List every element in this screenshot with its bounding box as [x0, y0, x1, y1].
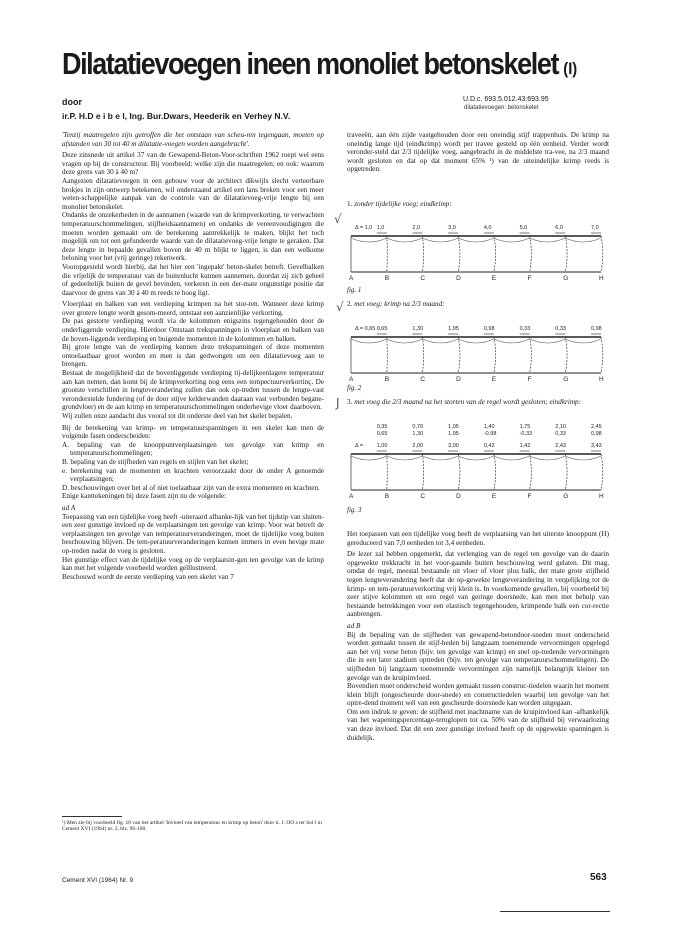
displacement-value: 2,43 [555, 443, 567, 449]
margin-mark: √ [336, 300, 344, 314]
displacement-value: 7,0 [591, 225, 599, 231]
paragraph: Bij de bepaling van de stijfheden van gewapend-betondoor-sneden moet onderscheid worden gemaakt tussen de stijf-heden bij langzaam toenemende vervormingen opgelegd aan het vrij verse beton (bijv. ten gevolge van krimp) en snel op-tredende vervormingen die in een later stadium optreden (bijv. ten gevolge van temperatuurschommelingen). De stijfheden bij langzaam toenemende vervormingen zijn namelijk belangrijk kleiner ten gevolge van de kruipinvloed. [347, 630, 609, 682]
paragraph: Wij zullen onze aandacht dus vooral tot dit onderste deel van het skelet bepalen. [62, 412, 293, 420]
node-label: B [384, 275, 390, 282]
list-item: D. beschouwingen over het al of niet toelaatbaar zijn van de extra momenten en krachten. [62, 483, 320, 492]
top-value: 0,70 [412, 424, 424, 430]
delta-label: Δ = [355, 443, 364, 449]
fig1-diagram [345, 212, 607, 284]
node-label: D [456, 376, 461, 383]
fig2-diagram [345, 313, 607, 383]
displacement-value: 0,65 [376, 326, 388, 332]
left-column [62, 131, 324, 581]
fig1-label: fig. 1 [347, 286, 362, 294]
footnote: ¹) Men zie bij voorbeeld fig. 10 van het artikel 'Invloed van temperatuur en krimp op beton' door ir. J. OO s ter hol l in Cement XVI (1964) nr. 2, blz. 96-100. [62, 820, 322, 833]
displacement-value: 1,30 [412, 326, 424, 332]
title-part: (I) [563, 59, 578, 78]
column-line [601, 337, 603, 373]
deformed-beam [351, 456, 601, 460]
paragraph: traveeën, aan één zijde vastgehouden door een oneindig stijf trappenhuis. De krimp na oneindig lange tijd (eindkrimp) wordt per travee gesteld op één eenheid. Verder wordt veronder-steld dat 2/3 tijdelijke voeg, aangebracht in de middelste tra-vee, na 2/3 maand wordt gesloten en dat op dat moment 65% ¹) van de uiteindelijke krimp reeds is opgetreden: [347, 131, 609, 174]
column-line [530, 236, 532, 272]
list-item: A. bepaling van de knooppuntverplaatsingen ten gevolge van krimp en temperatuurschommelingen; [62, 440, 324, 458]
deformed-beam [351, 339, 601, 343]
node-label: B [384, 376, 390, 383]
column-line [494, 454, 496, 490]
displacement-value: 1,00 [376, 443, 388, 449]
displacement-value: 0,98 [591, 326, 602, 332]
article-title [62, 46, 578, 82]
fig3-caption: 3. met voeg die 2/3 maand na het storten van de regel wordt gesloten; eindkrimp: [347, 398, 582, 406]
node-label: D [456, 493, 461, 500]
node-label: H [599, 493, 604, 500]
paragraph: De lezer zal hebben opgemerkt, dat verlenging van de regel ten gevolge van de daarin opgewekte trekkracht in het voor-gaande buiten beschouwing werd gelaten. Dit mag, omdat de regel, meestal bestaande uit vloer of vloer plus balk, der mate grote stijfheid tegen lengteverandering heeft dat de op-gewekte lengteverandering in vergelijking tot de krimp- en tem-peratuurverkorting vrij klein is. In voorkomende gevallen, bij voorbeeld bij zeer stijve kolommen en een regel van geringe doorsnede, kan men met behulp van bestaande betrekkingen voor een elastisch tegengehouden, krimpende balk een cor-rectie aanbrengen. [347, 550, 609, 619]
displacement-value: 1,95 [448, 326, 459, 332]
node-label: H [599, 275, 604, 282]
mid-value: -0,98 [483, 431, 497, 437]
column-line [530, 337, 532, 373]
top-value: 2,10 [555, 424, 567, 430]
list-item: e. berekening van de momenten en krachten veroorzaakt door de onder A genoemde verplaatsingen; [62, 466, 324, 484]
column-line [458, 454, 460, 490]
udc-topics: dilatatievoegen: betonskelet [464, 105, 539, 111]
fig3-diagram [345, 420, 607, 504]
column-line [601, 454, 603, 490]
authors: ir.P. H.D e i b e l, Ing. Bur.Dwars, Heederik en Verhey N.V. [62, 111, 291, 121]
paragraph: Bij de berekening van krimp- en temperatuurspanningen in een skelet kan men de volgende fasen onderscheiden: [62, 423, 324, 441]
column-line [458, 337, 460, 373]
displacement-value: 2,00 [412, 443, 424, 449]
column-line [601, 236, 603, 272]
node-label: E [491, 376, 497, 383]
paragraph: Toepassing van een tijdelijke voeg heeft -uiteraard afhanke-lijk van het tijdstip van sluiten-een zeer gunstige invloed op de verplaatsingen ten gevolge van krimp. Voor wat betreft de verplaatsingen ten gevolge van temperatuurveranderingen, moet de tijdelijke voeg buiten beschouwing blijven. De tem-peratuurveranderingen kunnen immers in even hevige mate op-treden nadat de voeg is gesloten. [62, 512, 324, 555]
paragraph: Enige kanttekeningen bij deze fasen zijn nu de volgende: [62, 492, 227, 501]
displacement-value: 2,0 [412, 225, 421, 231]
column-line [458, 236, 460, 272]
node-label: G [563, 376, 569, 383]
node-label: F [527, 493, 532, 500]
node-label: B [384, 493, 390, 500]
mid-value: 0,65 [376, 431, 388, 437]
column-line [530, 454, 532, 490]
displacement-value: 0,33 [555, 326, 567, 332]
deformed-beam [351, 238, 601, 242]
column-line [422, 337, 423, 373]
node-label: A [349, 275, 354, 282]
mid-value: -0,33 [519, 431, 533, 437]
footnote-rule [62, 816, 122, 817]
top-value: 1,40 [483, 424, 495, 430]
journal-footer: Cement XVI (1964) Nr. 9 [62, 877, 134, 884]
margin-mark: J [336, 396, 340, 410]
displacement-value: 3,0 [448, 225, 456, 231]
column-line [494, 236, 496, 272]
column-line [565, 337, 567, 373]
delta-label: Δ = 1,0 [355, 225, 373, 231]
bottom-rule [500, 911, 610, 912]
displacement-value: 3,00 [448, 443, 459, 449]
title-text: Dilatatievoegen ineen monoliet betonskelet [62, 46, 559, 81]
displacement-value: 3,43 [591, 443, 602, 449]
displacement-value: 1,0 [376, 225, 385, 231]
fig2-label: fig. 2 [347, 384, 362, 392]
node-label: H [599, 376, 604, 383]
fig2-caption: 2. met voeg; krimp na 2/3 maand: [347, 300, 445, 308]
right-column-top [347, 131, 609, 174]
paragraph: Bestaat de mogelijkheid dat de bovenliggende verdieping tij-delijkeenlagere temperatuur aan kan nemen, dan komt bij de krimpverkorting nog eens een ternpectuurverkortinç. De grootste verschillen in lengteverandering zullen dan ook op-treden tussen de lengte-vast veronderstelde fundering (of de door stijve kelderwanden daaraan vast verbonden begane-grondvloer) en de aan krimp en temperatuurschommelingen onderhevige vloer daarboven. [62, 369, 324, 412]
paragraph: Beschouwd wordt de eerste verdieping van een skelet van 7 [62, 572, 234, 581]
node-label: F [527, 376, 532, 383]
phase-list [62, 441, 324, 493]
node-label: F [527, 275, 532, 282]
displacement-value: 6,0 [555, 225, 563, 231]
node-label: A [349, 376, 354, 383]
displacement-value: 0,42 [483, 443, 495, 449]
mid-value: 0,33 [555, 431, 567, 437]
node-label: C [420, 376, 426, 383]
subheading-b: ad B [347, 621, 361, 630]
top-value: 2,45 [591, 424, 602, 430]
displacement-value: 0,33 [519, 326, 531, 332]
node-label: G [563, 493, 569, 500]
node-label: E [491, 275, 497, 282]
column-line [422, 454, 423, 490]
delta-label: Δ = 0,65 [355, 326, 376, 332]
lead-quote: 'Tenzij maatregelen zijn getroffen die het ontstaan van scheu-ren tegengaan, moeten op afstanden van 30 tot 40 m dilatatie-voegen worden aangebracht'. [62, 131, 324, 148]
column-line [387, 454, 388, 490]
displacement-value: 0,98 [483, 326, 495, 332]
top-value: 1,05 [448, 424, 459, 430]
list-item: B. bepaling van de stijfheden van regels en stijlen van het skelet; [62, 457, 249, 466]
node-label: E [491, 493, 497, 500]
node-label: C [420, 275, 426, 282]
paragraph: Ondanks de onzekerheden in de aannamen (waarde van de krimpverkorting, te verwachten temperatuurschommelingen, stijfheidsaannamen) en ondanks de vereenvoudigingen die moeten worden gemaakt om de berekening aantrekkelijk te maken, blijkt het toch mogelijk om tot een gefundeerde waarde van de dilatatievoeg-vrije lengte te geraken. Dat deze lengte in bepaalde gevallen boven de 40 m blijkt te liggen, is dan een welkome beloning voor het (vrij geringe) rekenwerk. [62, 211, 324, 263]
byline-label: door [62, 97, 82, 107]
margin-mark: √ [334, 212, 342, 226]
node-label: C [420, 493, 426, 500]
displacement-value: 5,0 [519, 225, 528, 231]
fig3-label: fig. 3 [347, 506, 362, 514]
fig1-caption: 1. zonder tijdelijke voeg; eindkrimp: [347, 200, 452, 208]
paragraph: Aangezien dilatatievoegen in een gebouw voor de architect dikwijls slecht verteerbare brokjes in zijn ontwerp betekenen, wil onderstaand artikel een lans breken voor een meer weten-schappelijke aanpak van de controle van de dilatatievoeg-vrije lengte bij een monoliet betonskelet. [62, 176, 324, 211]
column-line [387, 236, 388, 272]
paragraph: Bij grote lengte van de verdieping kunnen deze trekspanningen of deze momenten ontoelaatbaar groot worden en men is dan gedwongen om een dilatatievoeg aan te brengen. [62, 343, 324, 369]
subheading-a: ad A [62, 503, 76, 512]
column-line [422, 236, 423, 272]
mid-value: 1,95 [448, 431, 459, 437]
page-number: 563 [590, 872, 607, 883]
paragraph: Vloerplaat en balken van een verdieping krimpen na het stor-ten. Wanneer deze krimp over grotere lengte wordt gesom-meerd, ontstaat een aanzienlijke verkorting. [62, 300, 324, 317]
paragraph: Bovendien moet onderscheid worden gemaakt tussen construc-tiedelen waarin het moment klein blijft (ongescheurde door-snede) en constructiedelen waarbij ten gevolge van het optre-dend moment wél van een gescheurde doorsnede kan worden uitgegaan. [347, 682, 609, 708]
paragraph: Vooropgesteld wordt hierbij, dat het hier een 'ingepakt' beton-skelet betreft. Gevelbalken die vrijelijk de temperatuur van de buitenlucht kunnen aannemen, doordat zij zich geheel of gedeeltelijk buiten de gevel bevinden, verkeren in een der-mate ongunstige positie dat daarvoor de grens van 30 à 40 m reeds te hoog ligt. [62, 262, 324, 297]
mid-value: 1,30 [412, 431, 424, 437]
column-line [565, 236, 567, 272]
udc-code: U.D.c. 693.5.012.43:693.95 [463, 96, 549, 103]
paragraph: Het gunstige effect van de tijdelijke voeg op de verplaatsin-gen ten gevolge van de krimp kan met het volgende voorbeeld worden geïllustreerd. [62, 555, 324, 573]
top-value: 0,35 [376, 424, 388, 430]
column-line [565, 454, 567, 490]
displacement-value: 4,0 [483, 225, 492, 231]
node-label: G [563, 275, 569, 282]
node-label: D [456, 275, 461, 282]
column-line [387, 337, 388, 373]
column-line [494, 337, 496, 373]
mid-value: 0,98 [591, 431, 602, 437]
paragraph: De pas gestorte verdieping wordt via de kolommen enigszins tegengehoudén door de onderliggende verdieping. Hierdoor Ontstaan trekspanningen in vloerplaat en balken van de boven-liggende verdieping en buigende momenten in de kolommen en balken. [62, 317, 324, 343]
node-label: A [349, 493, 354, 500]
paragraph: Het toepassen van een tijdelijke voeg heeft de verplaatsing van het uiterste knooppunt (H) gereduceerd van 7,0 eenheden tot 3,4 eenheden. [347, 530, 609, 547]
paragraph: Deze zinsnede uit artikel 37 van de Gewapend-Beton-Voor-schriften 1962 roept wel eens vragen op bij de constructeur. Bij voorbeeld: welke zijn die maatregelen; en ook: waarom deze grens van 30 à 40 m? [62, 151, 324, 177]
displacement-value: 1,42 [519, 443, 531, 449]
paragraph: Om een indruk te geven: de stijfheid met inachtname van de kruipinvloed kan -afhankelijk van het wapeningspercentage-teruglopen tot ca. 50% van de stijfheid bij verwaarlozing van deze invloed. Dat dit een zeer gunstige invloed heeft op de opgewekte spanningen is duidelijk. [347, 707, 609, 742]
top-value: 1,75 [519, 424, 531, 430]
right-column-bottom [347, 530, 609, 742]
